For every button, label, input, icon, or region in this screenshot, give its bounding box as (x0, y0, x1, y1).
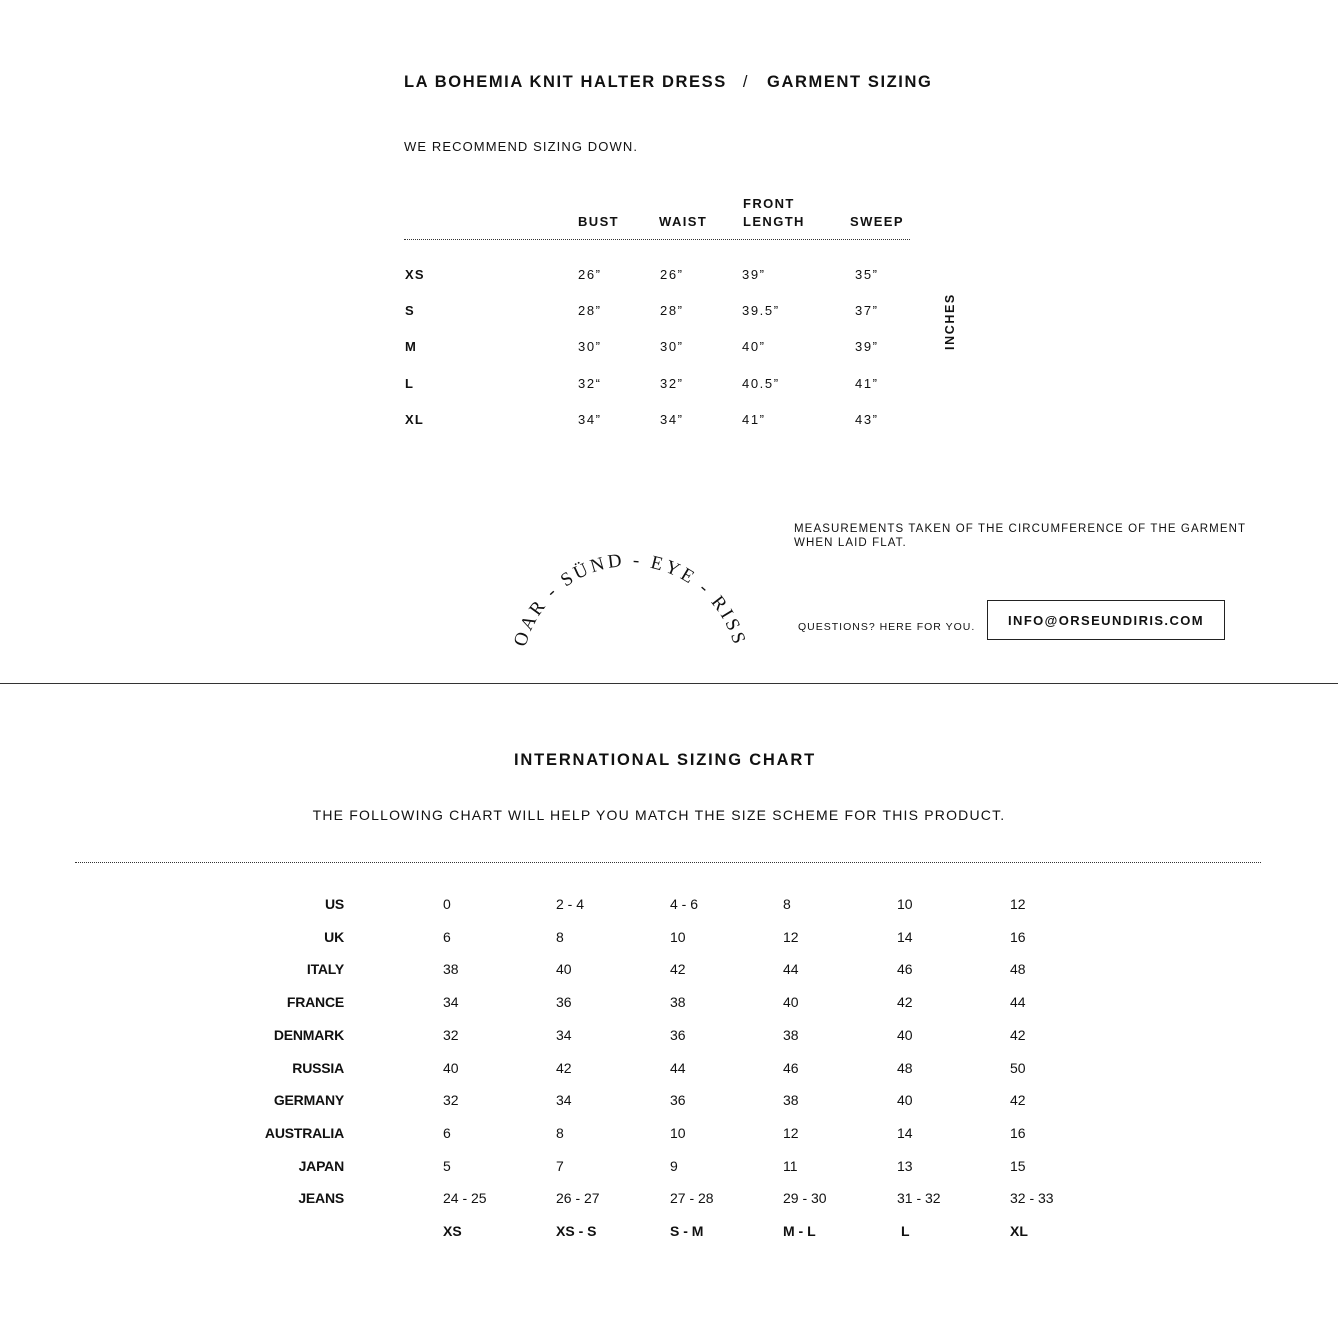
column-header: BUST (578, 214, 619, 229)
country-label: AUSTRALIA (264, 1125, 344, 1141)
size-value: 5 (443, 1158, 451, 1174)
questions-text: QUESTIONS? HERE FOR YOU. (798, 621, 976, 633)
measurement-cell: 26” (660, 267, 684, 282)
brand-logo-arc (500, 548, 760, 684)
product-name: LA BOHEMIA KNIT HALTER DRESS (404, 73, 727, 91)
size-value: 6 (443, 929, 451, 945)
garment-size-label: XS (443, 1223, 462, 1239)
size-value: 15 (1010, 1158, 1026, 1174)
size-value: 0 (443, 896, 451, 912)
size-value: 24 - 25 (443, 1190, 487, 1206)
size-value: 44 (670, 1060, 686, 1076)
size-value: 12 (783, 929, 799, 945)
size-value: 7 (556, 1158, 564, 1174)
size-value: 13 (897, 1158, 913, 1174)
country-label: UK (324, 929, 344, 945)
size-value: 14 (897, 1125, 913, 1141)
size-value: 46 (783, 1060, 799, 1076)
measurement-cell: 41” (742, 412, 766, 427)
measurement-cell: 32“ (578, 376, 602, 391)
size-value: 34 (556, 1027, 572, 1043)
units-label: INCHES (943, 293, 957, 350)
size-label: M (405, 339, 418, 354)
size-value: 26 - 27 (556, 1190, 600, 1206)
measurement-cell: 37” (855, 303, 879, 318)
email-address[interactable]: INFO@ORSEUNDIRIS.COM (1008, 612, 1204, 628)
size-value: 2 - 4 (556, 896, 585, 912)
measurement-cell: 43” (855, 412, 879, 427)
size-value: 50 (1010, 1060, 1026, 1076)
size-value: 6 (443, 1125, 451, 1141)
international-chart-subtitle: THE FOLLOWING CHART WILL HELP YOU MATCH THE SIZE SCHEME FOR THIS PRODUCT. (312, 807, 1006, 823)
size-value: 14 (897, 929, 913, 945)
garment-size-label: XL (1010, 1223, 1028, 1239)
size-value: 29 - 30 (783, 1190, 827, 1206)
size-value: 8 (556, 929, 564, 945)
size-value: 48 (897, 1060, 913, 1076)
country-label: FRANCE (286, 994, 344, 1010)
column-header: SWEEP (850, 214, 904, 229)
garment-size-label: XS - S (556, 1223, 597, 1239)
measurement-cell: 40” (742, 339, 766, 354)
size-value: 44 (1010, 994, 1026, 1010)
international-chart-title: INTERNATIONAL SIZING CHART (514, 751, 816, 769)
measurement-cell: 28” (578, 303, 602, 318)
garment-size-label: M - L (783, 1223, 816, 1239)
measurement-cell: 26” (578, 267, 602, 282)
size-value: 32 - 33 (1010, 1190, 1054, 1206)
size-value: 10 (670, 1125, 686, 1141)
size-value: 38 (443, 961, 459, 977)
size-value: 40 (556, 961, 572, 977)
size-value: 16 (1010, 1125, 1026, 1141)
sizing-recommendation: WE RECOMMEND SIZING DOWN. (404, 139, 639, 154)
email-contact-button[interactable] (987, 600, 1225, 640)
size-value: 48 (1010, 961, 1026, 977)
size-value: 40 (897, 1027, 913, 1043)
column-header: WAIST (659, 214, 708, 229)
measurement-cell: 34” (578, 412, 602, 427)
size-value: 42 (1010, 1027, 1026, 1043)
size-value: 40 (897, 1092, 913, 1108)
measurement-cell: 30” (660, 339, 684, 354)
size-value: 34 (556, 1092, 572, 1108)
size-value: 38 (670, 994, 686, 1010)
measurement-cell: 35” (855, 267, 879, 282)
garment-size-label: L (901, 1223, 910, 1239)
measurement-cell: 28” (660, 303, 684, 318)
country-label: JAPAN (298, 1158, 344, 1174)
garment-size-label: S - M (670, 1223, 704, 1239)
size-value: 32 (443, 1027, 459, 1043)
international-divider (75, 862, 1261, 863)
measurement-cell: 41” (855, 376, 879, 391)
country-label: RUSSIA (292, 1060, 344, 1076)
size-value: 8 (783, 896, 791, 912)
size-value: 10 (897, 896, 913, 912)
column-header: FRONT LENGTH (743, 196, 805, 229)
size-value: 10 (670, 929, 686, 945)
measurement-cell: 39.5” (742, 303, 780, 318)
measurement-cell: 39” (855, 339, 879, 354)
size-value: 12 (783, 1125, 799, 1141)
country-label: US (324, 896, 344, 912)
size-value: 40 (783, 994, 799, 1010)
size-value: 36 (670, 1092, 686, 1108)
size-value: 16 (1010, 929, 1026, 945)
logo-text: OAR - SÜND - EYE - RISS (509, 549, 751, 650)
country-label: ITALY (306, 961, 344, 977)
size-value: 42 (556, 1060, 572, 1076)
measurement-cell: 40.5” (742, 376, 780, 391)
section-name: GARMENT SIZING (767, 73, 933, 91)
size-value: 36 (670, 1027, 686, 1043)
country-label: DENMARK (273, 1027, 344, 1043)
size-value: 32 (443, 1092, 459, 1108)
measurement-cell: 30” (578, 339, 602, 354)
size-value: 42 (670, 961, 686, 977)
size-value: 46 (897, 961, 913, 977)
size-value: 27 - 28 (670, 1190, 714, 1206)
size-value: 8 (556, 1125, 564, 1141)
size-label: XL (405, 412, 425, 427)
size-value: 11 (783, 1158, 798, 1174)
size-label: L (405, 376, 415, 391)
size-value: 38 (783, 1027, 799, 1043)
size-value: 4 - 6 (670, 896, 699, 912)
country-label: GERMANY (273, 1092, 344, 1108)
size-label: XS (405, 267, 425, 282)
section-divider (0, 683, 1338, 684)
measurement-cell: 34” (660, 412, 684, 427)
size-value: 31 - 32 (897, 1190, 941, 1206)
measurement-cell: 32” (660, 376, 684, 391)
measurement-cell: 39” (742, 267, 766, 282)
measurement-note: MEASUREMENTS TAKEN OF THE CIRCUMFERENCE OF THE GARMENT WHEN LAID FLAT. (794, 523, 1246, 549)
size-value: 34 (443, 994, 459, 1010)
title-separator: / (742, 73, 750, 91)
page-title (404, 73, 932, 92)
size-value: 12 (1010, 896, 1026, 912)
table-header-divider (404, 239, 910, 240)
size-value: 44 (783, 961, 799, 977)
size-value: 9 (670, 1158, 678, 1174)
size-value: 40 (443, 1060, 459, 1076)
size-value: 42 (897, 994, 913, 1010)
size-value: 42 (1010, 1092, 1026, 1108)
country-label: JEANS (298, 1190, 344, 1206)
svg-text:OAR - SÜND - EYE - RISS (510, 550, 750, 649)
size-value: 36 (556, 994, 572, 1010)
size-value: 38 (783, 1092, 799, 1108)
size-label: S (405, 303, 415, 318)
